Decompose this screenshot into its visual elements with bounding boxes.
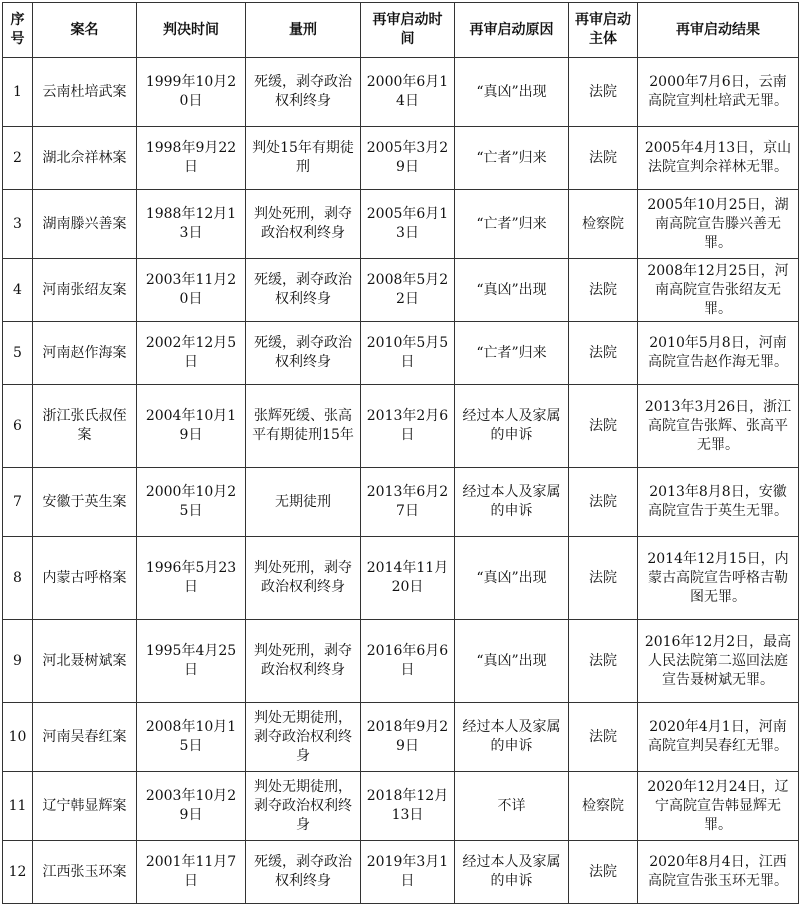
header-row [3,3,799,58]
row-initiator: 法院 [569,58,638,127]
row-case: 河南吴春红案 [33,703,137,772]
row-result: 2020年8月4日，江西高院宣告张玉环无罪。 [638,841,799,904]
row-no: 12 [3,841,33,904]
row-no: 4 [3,259,33,322]
row-initiator: 法院 [569,385,638,468]
row-retrial-date: 2000年6月14日 [361,58,455,127]
row-result: 2005年4月13日，京山法院宣判佘祥林无罪。 [638,127,799,190]
row-result: 2016年12月2日，最高人民法院第二巡回法庭宣告聂树斌无罪。 [638,620,799,703]
row-verdict-date: 2003年10月29日 [137,772,246,841]
header-initiator: 再审启动主体 [569,3,638,58]
row-case: 浙江张氏叔侄案 [33,385,137,468]
row-sentence: 判处死刑，剥夺政治权利终身 [246,190,361,259]
row-reason: “真凶”出现 [455,259,569,322]
row-no: 5 [3,322,33,385]
row-retrial-date: 2016年6月6日 [361,620,455,703]
header-sentence: 量刑 [246,3,361,58]
row-retrial-date: 2013年6月27日 [361,468,455,537]
header-result: 再审启动结果 [638,3,799,58]
table-row [3,58,799,127]
row-case: 云南杜培武案 [33,58,137,127]
row-sentence: 死缓，剥夺政治权利终身 [246,259,361,322]
row-sentence: 死缓，剥夺政治权利终身 [246,841,361,904]
row-case: 河南赵作海案 [33,322,137,385]
table-row [3,190,799,259]
row-initiator: 法院 [569,703,638,772]
header-verdict-date: 判决时间 [137,3,246,58]
row-retrial-date: 2008年5月22日 [361,259,455,322]
row-reason: “亡者”归来 [455,127,569,190]
row-verdict-date: 2001年11月7日 [137,841,246,904]
row-sentence: 死缓，剥夺政治权利终身 [246,322,361,385]
row-initiator: 法院 [569,322,638,385]
row-verdict-date: 2000年10月25日 [137,468,246,537]
row-case: 辽宁韩显辉案 [33,772,137,841]
row-initiator: 检察院 [569,190,638,259]
row-reason: 经过本人及家属的申诉 [455,468,569,537]
row-retrial-date: 2019年3月1日 [361,841,455,904]
row-initiator: 法院 [569,259,638,322]
row-reason: “真凶”出现 [455,58,569,127]
row-verdict-date: 1998年9月22日 [137,127,246,190]
retrial-cases-table [2,2,799,904]
row-initiator: 法院 [569,468,638,537]
row-result: 2014年12月15日，内蒙古高院宣告呼格吉勒图无罪。 [638,537,799,620]
row-result: 2008年12月25日，河南高院宣告张绍友无罪。 [638,259,799,322]
row-retrial-date: 2010年5月5日 [361,322,455,385]
row-sentence: 判处死刑，剥夺政治权利终身 [246,620,361,703]
row-initiator: 法院 [569,127,638,190]
table-row [3,620,799,703]
row-sentence: 张辉死缓、张高平有期徒刑15年 [246,385,361,468]
row-verdict-date: 2004年10月19日 [137,385,246,468]
table-row [3,385,799,468]
row-verdict-date: 1996年5月23日 [137,537,246,620]
row-verdict-date: 2003年11月20日 [137,259,246,322]
row-initiator: 法院 [569,537,638,620]
row-no: 3 [3,190,33,259]
row-retrial-date: 2018年9月29日 [361,703,455,772]
row-reason: 经过本人及家属的申诉 [455,385,569,468]
row-case: 河南张绍友案 [33,259,137,322]
row-sentence: 判处无期徒刑，剥夺政治权利终身 [246,772,361,841]
row-initiator: 法院 [569,620,638,703]
row-retrial-date: 2014年11月20日 [361,537,455,620]
row-case: 内蒙古呼格案 [33,537,137,620]
row-no: 11 [3,772,33,841]
row-result: 2020年4月1日，河南高院宣判吴春红无罪。 [638,703,799,772]
table-row [3,703,799,772]
row-reason: “真凶”出现 [455,620,569,703]
row-result: 2020年12月24日，辽宁高院宣告韩显辉无罪。 [638,772,799,841]
row-case: 江西张玉环案 [33,841,137,904]
row-sentence: 判处无期徒刑，剥夺政治权利终身 [246,703,361,772]
row-initiator: 检察院 [569,772,638,841]
row-sentence: 判处15年有期徒刑 [246,127,361,190]
table-row [3,259,799,322]
row-verdict-date: 2008年10月15日 [137,703,246,772]
row-initiator: 法院 [569,841,638,904]
row-retrial-date: 2005年6月13日 [361,190,455,259]
row-verdict-date: 1995年4月25日 [137,620,246,703]
row-verdict-date: 1988年12月13日 [137,190,246,259]
row-no: 1 [3,58,33,127]
header-no: 序号 [3,3,33,58]
row-no: 10 [3,703,33,772]
table-row [3,772,799,841]
table-row [3,841,799,904]
table-row [3,127,799,190]
row-case: 湖北佘祥林案 [33,127,137,190]
row-case: 河北聂树斌案 [33,620,137,703]
row-case: 安徽于英生案 [33,468,137,537]
row-verdict-date: 2002年12月5日 [137,322,246,385]
row-verdict-date: 1999年10月20日 [137,58,246,127]
row-sentence: 死缓，剥夺政治权利终身 [246,58,361,127]
row-reason: “真凶”出现 [455,537,569,620]
header-retrial-date: 再审启动时间 [361,3,455,58]
row-no: 6 [3,385,33,468]
row-retrial-date: 2018年12月13日 [361,772,455,841]
row-result: 2010年5月8日，河南高院宣告赵作海无罪。 [638,322,799,385]
row-result: 2000年7月6日，云南高院宣判杜培武无罪。 [638,58,799,127]
row-sentence: 判处死刑，剥夺政治权利终身 [246,537,361,620]
row-reason: “亡者”归来 [455,322,569,385]
row-result: 2013年3月26日，浙江高院宣告张辉、张高平无罪。 [638,385,799,468]
header-case: 案名 [33,3,137,58]
table-row [3,468,799,537]
row-retrial-date: 2013年2月6日 [361,385,455,468]
row-case: 湖南滕兴善案 [33,190,137,259]
row-no: 2 [3,127,33,190]
row-no: 7 [3,468,33,537]
row-no: 8 [3,537,33,620]
table-row [3,537,799,620]
row-no: 9 [3,620,33,703]
row-sentence: 无期徒刑 [246,468,361,537]
row-reason: 经过本人及家属的申诉 [455,703,569,772]
row-retrial-date: 2005年3月29日 [361,127,455,190]
row-reason: 不详 [455,772,569,841]
row-result: 2013年8月8日，安徽高院宣告于英生无罪。 [638,468,799,537]
row-reason: 经过本人及家属的申诉 [455,841,569,904]
header-reason: 再审启动原因 [455,3,569,58]
table-row [3,322,799,385]
row-result: 2005年10月25日，湖南高院宣告滕兴善无罪。 [638,190,799,259]
row-reason: “亡者”归来 [455,190,569,259]
